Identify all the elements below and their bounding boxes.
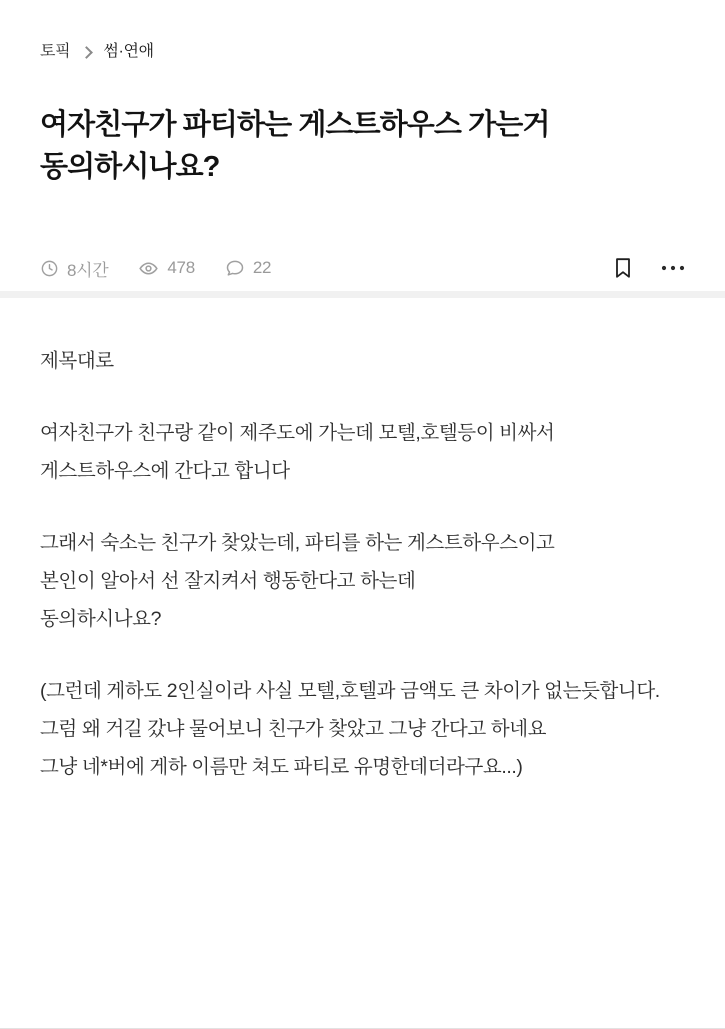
post-paragraph bbox=[40, 414, 685, 490]
more-options-icon[interactable] bbox=[661, 264, 685, 272]
breadcrumb bbox=[0, 0, 725, 60]
post-paragraph bbox=[40, 672, 685, 786]
post-line: (그런데 게하도 2인실이라 사실 모텔,호텔과 금액도 큰 차이가 없는듯합니다. 그럼 왜 거길 갔냐 물어보니 친구가 찾았고 그냥 간다고 하네요 bbox=[40, 680, 660, 741]
post-line: 여자친구가 친구랑 같이 제주도에 가는데 모텔,호텔등이 비싸서 게스트하우스에 간다고 합니다 bbox=[40, 422, 555, 483]
post-time bbox=[40, 256, 108, 281]
post-views-count: 478 bbox=[167, 258, 195, 278]
section-divider bbox=[0, 291, 725, 298]
breadcrumb-item-category[interactable]: 썸·연애 bbox=[103, 43, 154, 60]
post-views bbox=[138, 258, 194, 279]
clock-icon bbox=[40, 259, 59, 278]
page-title: 여자친구가 파티하는 게스트하우스 가는거 동의하시나요? bbox=[40, 109, 550, 183]
eye-icon bbox=[138, 258, 159, 279]
post-paragraph bbox=[40, 524, 685, 638]
post-meta-actions bbox=[613, 256, 685, 280]
post-comments[interactable] bbox=[225, 258, 271, 278]
post-line: 그래서 숙소는 친구가 찾았는데, 파티를 하는 게스트하우스이고 bbox=[40, 532, 555, 555]
post-line: 본인이 알아서 선 잘지켜서 행동한다고 하는데 bbox=[40, 570, 416, 593]
post-meta bbox=[0, 207, 725, 280]
post-paragraph bbox=[40, 342, 685, 380]
bookmark-icon[interactable] bbox=[613, 256, 633, 280]
comment-icon bbox=[225, 258, 245, 278]
post-body bbox=[0, 298, 725, 1029]
post-meta-stats bbox=[40, 256, 613, 281]
breadcrumb-item-topic[interactable]: 토픽 bbox=[40, 43, 71, 60]
chevron-right-icon bbox=[80, 46, 93, 59]
post-comments-count: 22 bbox=[252, 258, 272, 278]
post-line: 제목대로 bbox=[40, 350, 114, 373]
post-line: 동의하시나요? bbox=[40, 608, 162, 631]
post-time-label: 8시간 bbox=[67, 260, 109, 280]
post-line: 그냥 네*버에 게하 이름만 쳐도 파티로 유명한데더라구요...) bbox=[40, 756, 523, 779]
